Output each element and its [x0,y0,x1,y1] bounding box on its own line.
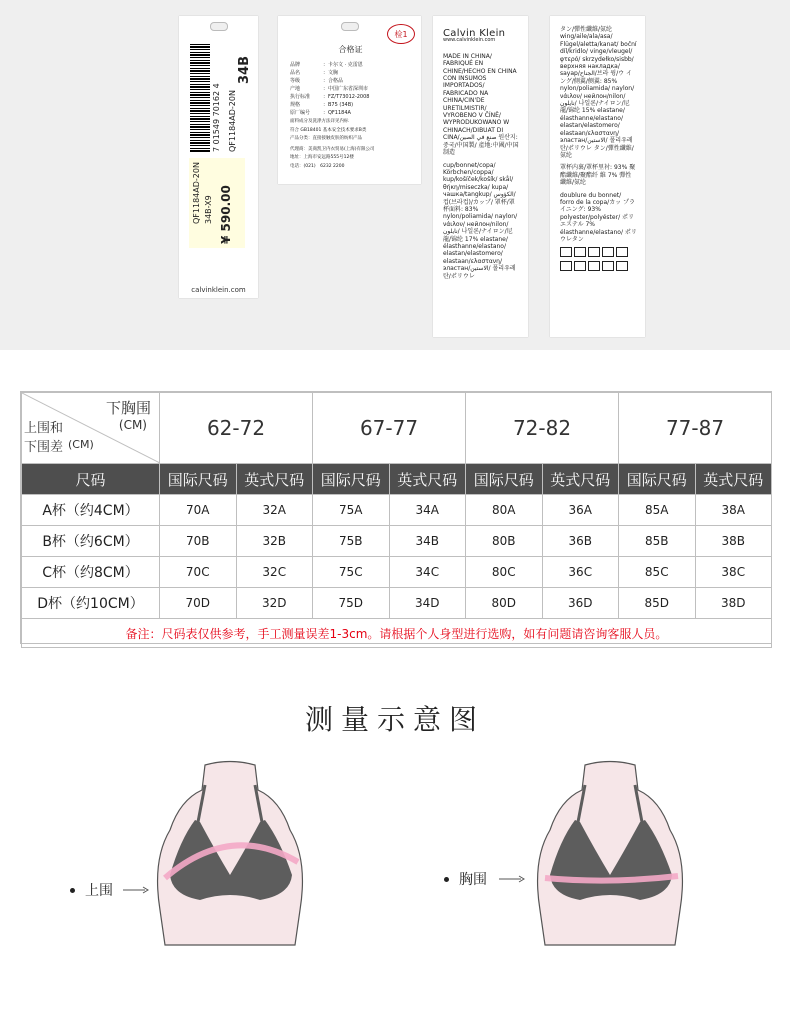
cert-value: ：卡尔文 · 克雷恩 [323,62,363,68]
size-cell: 70B [160,526,237,557]
cert-row [290,85,411,93]
barcode [190,44,210,152]
wing-composition-text: タン/彈性纖維/氨纶 wing/aile/ala/asa/ Flügel/aletta/kanat/ boční díl/kridlo/ vinge/vleugel/φτερό/ skrzydełko/sisbb/ верхняя накладка/ sayap/الجناح/브라 윙/ウ イング/側翼/侧翼: 85% nylon/poliamida/ naylon/νάιλον/ нейлон/nilon/نايلون/ 나일론/ナイロン/尼 龍/锦纶 15% elastane/ élasthanne/elastano/ elastan/elastomero/ elastaan/ελαστανη/ эластан/الاستين/ 폴리우레탄/ポリウレ タン/彈性纖維/氨纶 [560,26,637,159]
certificate-title: 合格证 [338,45,363,54]
table-row [22,495,772,526]
size-cell: 34D [389,588,466,619]
size-cell: 34B [389,526,466,557]
uk-size-header: 英式尺码 [389,464,466,495]
cert-row [290,61,411,69]
chest-illustration [510,760,710,950]
unit-label: (CM) [68,438,94,451]
cert-value: ：文胸 [323,70,339,76]
composition-tag [550,16,645,337]
cup-label: A杯（约4CM） [22,495,160,526]
product-code: QF1184AD-20N [228,90,237,152]
size-cell: 32C [236,557,313,588]
size-chart-table [21,392,772,648]
range-header: 67-77 [313,393,466,464]
lower-chest-label: 下胸围 [105,399,151,417]
bleach-icon [574,247,586,257]
size-header: 尺码 [22,464,160,495]
brand-url: www.calvinklein.com [443,37,496,44]
size-cell: 36C [542,557,619,588]
bullet-icon [444,877,449,882]
range-header: 62-72 [160,393,313,464]
bullet-icon [70,888,75,893]
cert-key: 品名 [290,70,301,76]
size-chart [20,391,772,644]
bleach-icon [574,261,586,271]
cert-key: 执行标准 [290,94,311,100]
barcode-block [184,44,254,154]
origin-text: MADE IN CHINA/ FABRIQUÉ EN CHINE/HECHO EN CHINA CON INSUMOS IMPORTADOS/ FABRICADO NA CHINA/CIN'DE URETILMISTIR/ VYROBENO V ČÍNĚ/ WYPRODUKOWANO W CHINACH/DIBUAT DI CINA/صنع في الصين 원산지: 중국/中国製/ 產地:中國/中国制造 [443,52,519,157]
size-cell: 75A [313,495,390,526]
uk-size-header: 英式尺码 [695,464,772,495]
brand-website: calvinklein.com [191,286,246,294]
sticker-size: 34B-X9 [204,195,213,224]
table-row [22,526,772,557]
brand-label-tag [433,16,528,337]
brand-logo: Calvin Klein [443,28,506,39]
size-cell: 70C [160,557,237,588]
size-cell: 80D [466,588,543,619]
size-cell: 32A [236,495,313,526]
intl-size-header: 国际尺码 [160,464,237,495]
cert-note: 符合 GB18401 基本安全技术要求B类 [290,127,367,133]
cert-row [290,77,411,85]
cert-row [290,109,411,117]
cup-label: B杯（约6CM） [22,526,160,557]
cert-key: 规格 [290,102,301,108]
range-header: 77-87 [619,393,772,464]
uk-size-header: 英式尺码 [542,464,619,495]
size-cell: 70A [160,495,237,526]
product-size: 34B [237,56,252,84]
chest-text: 胸围 [459,872,487,888]
sticker-code: QF1184AD-20N [192,162,201,224]
intl-size-header: 国际尺码 [619,464,696,495]
size-cell: 85D [619,588,696,619]
size-cell: 80B [466,526,543,557]
cert-value: ：FZ/T73012-2008 [323,94,370,100]
cert-row [290,69,411,77]
intl-size-header: 国际尺码 [313,464,390,495]
size-cell: 38B [695,526,772,557]
range-header: 72-82 [466,393,619,464]
barcode-number: 7 01549 70162 4 [212,83,221,152]
size-cell: 85C [619,557,696,588]
upper-chest-label: 上围和 [24,421,64,436]
size-cell: 36B [542,526,619,557]
size-cell: 32B [236,526,313,557]
size-cell: 38D [695,588,772,619]
cert-value: ：QF1184A [323,110,351,116]
table-corner-header [22,393,160,464]
care-symbols-row [560,261,637,271]
cert-phone: 电话：(021) 6232 2200 [290,163,345,169]
size-cell: 36A [542,495,619,526]
cert-key: 产地 [290,86,301,92]
no-tumble-dry-icon [602,261,614,271]
cert-value: ：合格品 [323,78,344,84]
size-cell: 34C [389,557,466,588]
size-chart-note: 备注：尺码表仅供参考，手工测量误差1-3cm。请根据个人身型进行选购，如有问题请咨询客服人员。 [22,619,772,648]
cert-agent: 代理商：美商凯卫内衣贸易(上海)有限公司 [290,146,375,152]
price-tag [179,16,258,298]
cert-note: 产品分类：直接接触皮肤的纺织产品 [290,136,362,141]
table-row [22,557,772,588]
iron-icon [588,261,600,271]
uk-size-header: 英式尺码 [236,464,313,495]
price-value: ¥ 590.00 [219,185,233,244]
size-cell: 38C [695,557,772,588]
cert-key: 原厂编号 [290,110,311,116]
column-header-row [22,464,772,495]
cup-label: D杯（约10CM） [22,588,160,619]
size-cell: 75D [313,588,390,619]
size-cell: 85A [619,495,696,526]
size-cell: 36D [542,588,619,619]
cert-key: 等级 [290,78,301,84]
arrow-right-icon [123,885,149,895]
no-dryclean-icon [616,261,628,271]
arrow-right-icon [499,874,525,884]
size-cell: 85B [619,526,696,557]
size-cell: 75C [313,557,390,588]
lining-composition-text-2: doublure du bonnet/ forro de la copa/カッ プライニング: 93% polyester/polyéster/ ポリエステル 7% élasthanne/elastano/ ポリウレタン [560,191,637,243]
upper-chest-text: 上围 [85,883,113,899]
range-header-row [22,393,772,464]
no-dryclean-icon [616,247,628,257]
size-cell: 80C [466,557,543,588]
cert-row [290,101,411,109]
cup-label: C杯（约8CM） [22,557,160,588]
cert-address: 地址：上海市安远路555号12楼 [290,155,354,160]
care-symbols-row [560,247,637,257]
upper-chest-illustration [130,760,330,950]
certificate-tag [278,16,421,184]
cert-value: ：B75 (34B) [323,102,354,108]
chest-label [444,869,525,889]
unit-label: (CM) [118,418,147,432]
price-sticker [189,158,245,248]
tag-hole [341,22,359,31]
iron-icon [588,247,600,257]
cert-key: 品牌 [290,62,301,68]
size-cell: 80A [466,495,543,526]
upper-chest-label [70,880,149,900]
size-cell: 34A [389,495,466,526]
note-row [22,619,772,648]
size-cell: 70D [160,588,237,619]
lining-composition-text: 罩杯内裏/罩杯里衬: 93% 聚酯纖維/聚酯纤 維 7% 彈性纖維/氨纶 [560,164,636,187]
size-cell: 38A [695,495,772,526]
difference-label: 下围差 [24,440,64,455]
size-cell: 75B [313,526,390,557]
inspection-badge: 检1 [387,24,415,44]
table-row [22,588,772,619]
intl-size-header: 国际尺码 [466,464,543,495]
cert-row [290,93,411,101]
tag-hole [210,22,228,31]
wash-icon [560,247,572,257]
product-tags-strip [0,0,790,350]
no-tumble-dry-icon [602,247,614,257]
cup-composition-text: cup/bonnet/copa/ Körbchen/coppa/ kup/košíček/košík/ skål/θήκη/miseczka/ kupa/чашка/tangkup/ الكؤوس/컵(브라컵)/カップ/ 罩杯/罩杯面料: 83% nylon/poliamida/ naylon/νάιλον/ нейлон/nilon/نايلون/ 나일론/ナイロン/尼 龍/锦纶 17% elastane/ élasthanne/elastano/ elastan/elastomero/ elastaan/ελαστανη/ эластан/الاستين/ 폴리우레탄/ポリウレ [443,161,518,280]
cert-value: ：中国广东省深圳市 [323,86,369,92]
size-cell: 32D [236,588,313,619]
measurement-guide-title: 测量示意图 [304,703,485,736]
wash-icon [560,261,572,271]
cert-note: 面料成分及洗涤方法详见内标 [290,119,349,124]
